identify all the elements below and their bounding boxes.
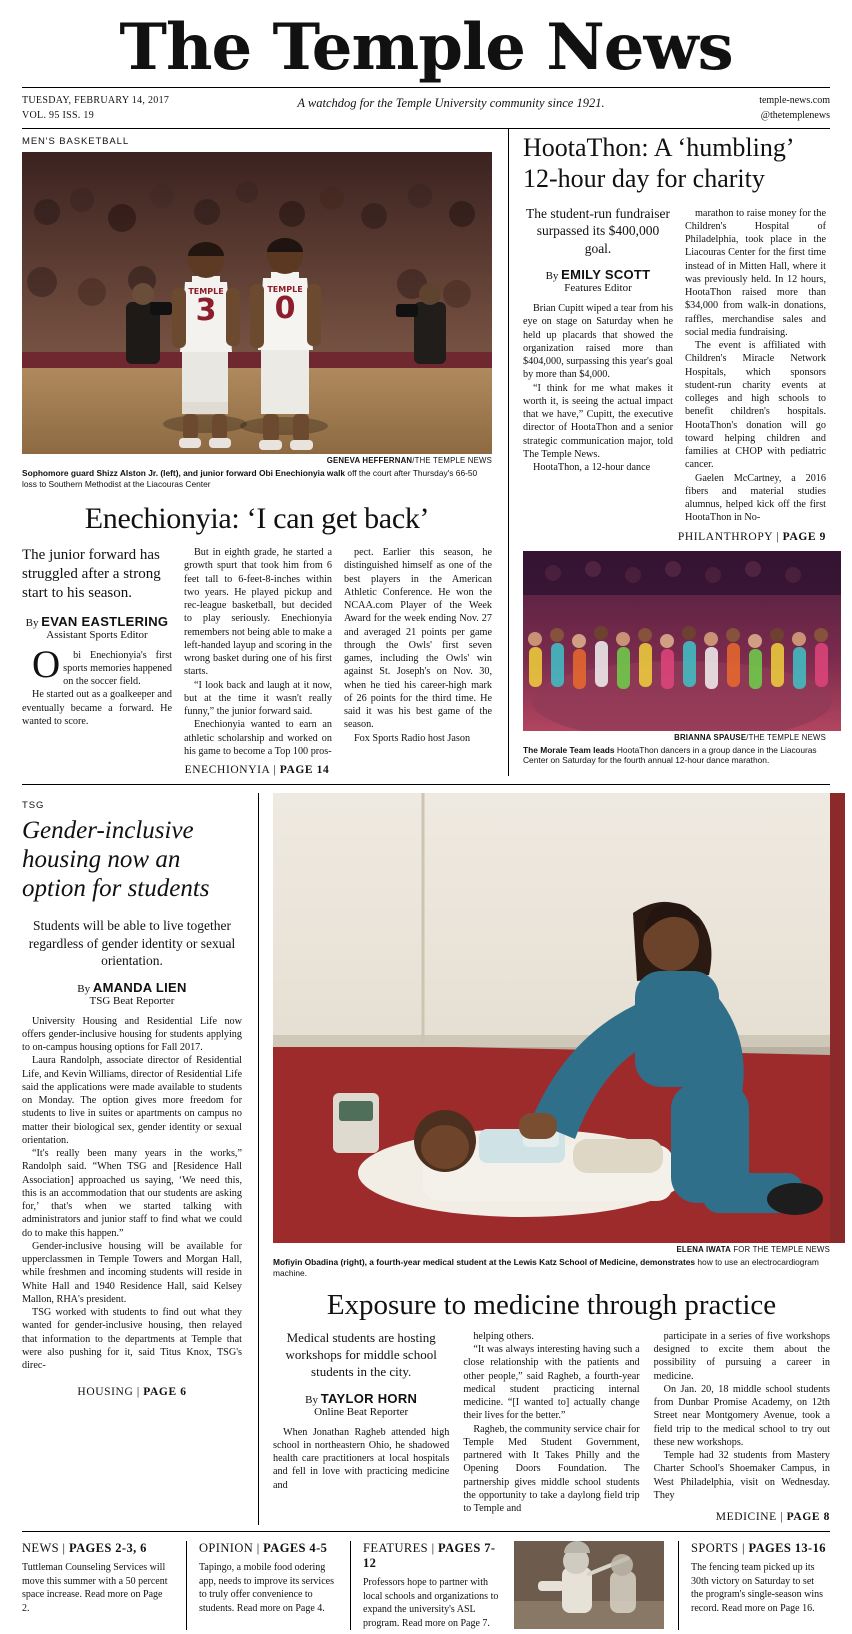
- masthead-date-block: [22, 94, 242, 123]
- hootathon-photo-image: [523, 551, 841, 731]
- basketball-jump-page: PAGE 14: [279, 764, 330, 777]
- basketball-deck: The junior forward has struggled after a strong start to his season.: [22, 547, 161, 602]
- medicine-jump-divider: |: [780, 1511, 787, 1524]
- hootathon-story: [508, 129, 826, 776]
- svg-text:0: 0: [274, 291, 296, 327]
- hootathon-column-2: [685, 205, 826, 525]
- index-opinion-text: Tapingo, a mobile food odering app, needs to improve its services to truly offer convenience to students. Read more on Page 4.: [199, 1562, 334, 1614]
- masthead: [22, 0, 830, 85]
- medicine-jumpline[interactable]: [654, 1502, 830, 1525]
- basketball-byline-name: EVAN EASTLERING: [41, 613, 169, 629]
- housing-p4: Gender-inclusive housing will be available for upperclassmen in Temple Towers and Morgan Hall, while freshmen and incoming students will reside in White Hall and 1940 Residence Hall, said Kelsey Mallon, RHA's president.: [22, 1240, 242, 1305]
- medicine-photo: [273, 793, 845, 1243]
- basketball-caption-rest: off the court after Thursday's 66-50 loss to Southern Methodist at the Liacouras Center: [22, 468, 478, 490]
- basketball-p2: He started out as a goalkeeper and eventually became a forward. He wanted to score.: [22, 689, 172, 727]
- masthead-tagline: A watchdog for the Temple University community since 1921.: [297, 96, 605, 111]
- housing-byline-name: AMANDA LIEN: [92, 979, 187, 995]
- basketball-credit-outlet: /THE TEMPLE NEWS: [412, 456, 492, 466]
- basketball-column-3: [344, 546, 492, 758]
- housing-jump-page: PAGE 6: [143, 1386, 187, 1399]
- masthead-web-block: [660, 94, 830, 123]
- housing-jump-divider: |: [136, 1386, 144, 1399]
- medicine-p5: participate in a series of five workshops designed to excite them about the possibility of pursuing a career in medicine.: [653, 1330, 830, 1382]
- housing-p1: University Housing and Residential Life now offers gender-inclusive housing for students applying to on-campus housing options for Fall 2017.: [22, 1015, 242, 1054]
- housing-p2: Laura Randolph, associate director of Residential Life, and Kevin Williams, director of Residential Life said the applications were made available to students on Monday. The option gives more freedom for students to live in suites or apartments on campus no matter their biological sex, gender identity or sexual orientation.: [22, 1055, 242, 1146]
- basketball-body-1: [22, 642, 172, 729]
- medicine-p4: Ragheb, the community service chair for Temple Med Student Government, partnered with It Takes Philly and the Opening Doors Foundation. The partnership gives middle school students the opportunity to take a daylong field trip to Temple and: [463, 1423, 640, 1515]
- basketball-byline-title: Assistant Sports Editor: [46, 628, 148, 641]
- basketball-column-1: [22, 546, 172, 758]
- hootathon-columns: [523, 205, 826, 525]
- housing-p5: TSG worked with students to find out what they wanted for gender-inclusive housing, then relayed that information to the departments at Temple that were also pushing for it, said Titus Knox, TSG's direc-: [22, 1307, 242, 1372]
- hootathon-jump-divider: |: [776, 530, 783, 543]
- basketball-columns: [22, 546, 492, 758]
- medicine-columns: [273, 1330, 830, 1525]
- basketball-photo-credit: [22, 454, 492, 465]
- basketball-jump-label: ENECHIONYIA: [184, 764, 270, 777]
- medicine-p3: “It was always interesting having such a close relationship with the patients and other people,” said Ragheb, a fourth-year medical student practicing internal medicine. “[I wanted to] actually change their lives for the better.”: [463, 1344, 640, 1422]
- basketball-jump-divider: |: [273, 764, 280, 777]
- medicine-caption-rest: how to use an electrocardiogram machine.: [273, 1257, 819, 1278]
- medicine-caption-bold: Mofiyin Obadina (right), a fourth-year medical student at the Lewis Katz School of Medicine, demonstrates: [273, 1257, 696, 1268]
- hootathon-jumpline[interactable]: [523, 525, 826, 543]
- masthead-info-bar: [22, 88, 830, 128]
- basketball-column-2: [184, 546, 332, 758]
- basketball-photo-caption: [22, 465, 492, 490]
- basketball-byline-by-text: By: [25, 616, 39, 629]
- index-news-pages: PAGES 2-3, 6: [68, 1541, 147, 1556]
- medicine-photo-credit: [273, 1243, 830, 1254]
- medicine-column-3: [654, 1330, 830, 1525]
- fencing-photo-image: [514, 1541, 664, 1629]
- hootathon-p1: Brian Cupitt wiped a tear from his eye on stage on Saturday when he held up placards that showed the organization raised more than $404,000, surpassing this year's goal by more than $4,000.: [523, 303, 673, 381]
- top-section: [22, 129, 830, 776]
- svg-text:TEMPLE: TEMPLE: [267, 285, 303, 295]
- basketball-photo-image: [22, 152, 492, 454]
- medicine-p7: Temple had 32 students from Mastery Charter School's Shoemaker Campus, in West Philadelphia, visit on Wednesday. They: [653, 1450, 830, 1501]
- hootathon-deck: The student-run fundraiser surpassed its $400,000 goal.: [526, 205, 670, 256]
- medicine-headline[interactable]: Exposure to medicine through practice: [326, 1288, 777, 1321]
- medicine-story: [258, 793, 830, 1525]
- medicine-byline-by-text: By: [305, 1393, 318, 1406]
- medicine-photo-caption: [273, 1254, 830, 1279]
- index-opinion-pages: PAGES 4-5: [263, 1541, 328, 1556]
- hootathon-jump-label: PHILANTHROPY: [677, 530, 773, 543]
- svg-text:TEMPLE: TEMPLE: [188, 287, 224, 297]
- hootathon-byline-name: EMILY SCOTT: [561, 267, 651, 283]
- housing-body: [22, 1015, 242, 1373]
- medicine-deck: Medical students are hosting workshops for middle school students in the city.: [285, 1329, 437, 1379]
- housing-byline-by-text: By: [77, 982, 91, 995]
- hootathon-credit-name: BRIANNA SPAUSE: [674, 732, 747, 742]
- housing-kicker: TSG: [22, 800, 45, 812]
- basketball-byline-by: [22, 614, 172, 629]
- basketball-p3: But in eighth grade, he started a growth spurt that took him from 6 feet tall to 6-feet-8-inches within two years. He played pickup and rec-league basketball, but decided to play seriously. Enechionyia remembers not being able to make a left-handed layup and scoring in the wrong basket during one of his first starts.: [184, 547, 332, 678]
- basketball-jumpline[interactable]: [22, 758, 492, 776]
- index-features-pages: PAGES 7-12: [363, 1541, 496, 1571]
- index-sports-heading: SPORTS | PAGES 13-16: [691, 1541, 826, 1556]
- housing-headline[interactable]: Gender-inclusive housing now an option for students: [22, 817, 210, 903]
- hootathon-body-1: [523, 302, 673, 474]
- basketball-p4: “I look back and laugh at it now, but at the time it wasn't really funny,” the junior forward said.: [184, 679, 332, 718]
- middle-section: [22, 785, 830, 1525]
- index-item-news[interactable]: [22, 1541, 172, 1630]
- basketball-kicker: MEN'S BASKETBALL: [22, 136, 130, 148]
- index-fencing-photo: [514, 1541, 664, 1629]
- hootathon-byline: [523, 267, 673, 294]
- medicine-photo-image: [273, 793, 830, 1243]
- medicine-jump-page: PAGE 8: [786, 1511, 830, 1524]
- basketball-credit-name: GENEVA HEFFERNAN: [326, 456, 413, 466]
- hootathon-headline[interactable]: HootaThon: A ‘humbling’ 12-hour day for charity: [523, 133, 793, 193]
- basketball-story: [22, 129, 492, 776]
- housing-byline-by: [22, 980, 242, 995]
- basketball-p7: Fox Sports Radio host Jason: [354, 732, 471, 744]
- index-item-opinion[interactable]: [186, 1541, 336, 1630]
- housing-jump-label: HOUSING: [77, 1386, 134, 1399]
- hootathon-byline-by-text: By: [545, 270, 559, 283]
- medicine-p6: On Jan. 20, 18 middle school students from Dunbar Promise Academy, on 12th Street near Montgomery Avenue, took a field trip to the medical school to try out these new workshops.: [653, 1383, 830, 1448]
- basketball-p6: pect. Earlier this season, he distinguished himself as one of the best players in the American Athletic Conference. He won the NCAA.com Player of the Week Award for the week ending Nov. 27 and averaged 21 points per game through the Owls' first seven games, including the Owls' win against St. Joseph's on Nov. 30, when he tied his career-high mark of 26 points for the third time. He said it was his best game of the season.: [344, 547, 492, 731]
- hootathon-p3: HootaThon, a 12-hour dance: [533, 462, 651, 474]
- basketball-p1: Obi Enechionyia's first sports memories happened on the soccer field.: [32, 642, 172, 688]
- basketball-caption-bold: Sophomore guard Shizz Alston Jr. (left), and junior forward Obi Enechionyia walk: [22, 468, 346, 479]
- masthead-website[interactable]: temple-news.com: [759, 95, 830, 107]
- hootathon-p2: “I think for me what makes it worth it, is seeing the actual impact that we have,” Cupitt, the executive director of HootaThon and a senior strategic communication major, told The Temple News.: [523, 382, 673, 460]
- hootathon-column-1: [523, 205, 673, 525]
- index-sports-pages: PAGES 13-16: [748, 1541, 826, 1556]
- index-opinion-section: OPINION: [199, 1541, 254, 1556]
- hootathon-jump-page: PAGE 9: [782, 530, 826, 543]
- hootathon-p6: Gaelen McCartney, a 2016 fibers and material studies alumnus, helped kick off the first HootaThon in No-: [685, 472, 826, 524]
- basketball-headline[interactable]: Enechionyia: ‘I can get back’: [84, 502, 430, 536]
- medicine-p1: When Jonathan Ragheb attended high school in northeastern Ohio, he shadowed health care practitioners at local hospitals and fell in love with practicing medicine and: [273, 1426, 450, 1491]
- hootathon-p4: marathon to raise money for the Children's Hospital of Philadelphia, took place in the Liacouras Center for the first time instead of in Mitten Hall, where it was previously held. In 12 hours, HootaThon raised more than $34,000 from walk-in donations, raffles, merchandise sales and social media fundraising.: [685, 207, 826, 338]
- masthead-volume: VOL. 95 ISS. 19: [22, 109, 95, 121]
- hootathon-credit-outlet: /THE TEMPLE NEWS: [746, 732, 826, 742]
- hootathon-p5: The event is affiliated with Children's Miracle Network Hospitals, which sponsors student-run charity events at colleges and high schools to benefit children's hospitals. HootaThon's donation will go toward helping children and families at CHOP with pediatric cancer.: [685, 340, 826, 471]
- index-opinion-heading: OPINION | PAGES 4-5: [199, 1541, 328, 1556]
- housing-jumpline[interactable]: [22, 1372, 242, 1398]
- section-index: [22, 1532, 830, 1630]
- housing-story: [22, 793, 242, 1525]
- index-news-heading: NEWS | PAGES 2-3, 6: [22, 1541, 147, 1556]
- housing-p3: “It's really been many years in the works,” Randolph said. “When TSG and [Residence Hall Association] approached us saying, ‘We need this, this is an accommodation that our students are asking for,’ that's when we started talking with administrators and junior staff to find what we could do to make this happen.”: [22, 1148, 242, 1239]
- index-features-heading: FEATURES | PAGES 7-12: [363, 1541, 496, 1571]
- medicine-column-2: [463, 1330, 639, 1525]
- medicine-body-1: [273, 1426, 449, 1492]
- medicine-byline: [273, 1391, 449, 1418]
- medicine-byline-name: TAYLOR HORN: [320, 1390, 418, 1406]
- svg-text:3: 3: [195, 293, 217, 329]
- housing-byline-title: TSG Beat Reporter: [89, 994, 175, 1007]
- index-features-text: Professors hope to partner with local schools and organizations to expand the university's ASL program. Read more on Page 7.: [363, 1577, 499, 1629]
- housing-deck: Students will be able to live together regardless of gender identity or sexual orientation.: [28, 918, 236, 969]
- index-sports-text: The fencing team picked up its 30th victory on Saturday to set the program's single-season wins record. Read more on Page 16.: [691, 1562, 824, 1614]
- medicine-byline-title: Online Beat Reporter: [314, 1405, 409, 1418]
- hootathon-byline-by: [523, 267, 673, 282]
- basketball-p5: Enechionyia wanted to earn an athletic scholarship and worked on his game to become a Top 100 pros-: [184, 719, 332, 757]
- medicine-column-1: [273, 1330, 449, 1525]
- index-item-sports[interactable]: [678, 1541, 828, 1630]
- medicine-credit-outlet: FOR THE TEMPLE NEWS: [730, 1245, 830, 1255]
- index-news-text: Tuttleman Counseling Services will move this summer with a 50 percent space increase. Read more on Page 2.: [22, 1562, 168, 1614]
- hootathon-caption-rest: HootaThon dancers in a group dance in the Liacouras Center on Saturday for the fourth annual 12-hour dance marathon.: [523, 744, 817, 766]
- hootathon-photo-caption: [523, 742, 826, 767]
- index-news-section: NEWS: [22, 1541, 60, 1556]
- medicine-jump-label: MEDICINE: [715, 1511, 777, 1524]
- hootathon-byline-title: Features Editor: [564, 282, 632, 295]
- medicine-p2: helping others.: [473, 1330, 534, 1342]
- masthead-social-handle[interactable]: @thetemplenews: [760, 109, 830, 121]
- hootathon-photo-credit: [523, 731, 826, 742]
- housing-byline: [22, 980, 242, 1007]
- index-sports-section: SPORTS: [691, 1541, 739, 1556]
- index-item-features[interactable]: [350, 1541, 500, 1630]
- basketball-photo: [22, 152, 492, 454]
- hootathon-caption-bold: The Morale Team leads: [523, 744, 615, 755]
- medicine-credit-name: ELENA IWATA: [676, 1245, 731, 1255]
- hootathon-photo: [523, 551, 841, 731]
- masthead-date: TUESDAY, FEBRUARY 14, 2017: [22, 95, 170, 107]
- index-features-section: FEATURES: [363, 1541, 429, 1556]
- medicine-byline-by: [273, 1391, 449, 1406]
- basketball-byline: [22, 614, 172, 641]
- masthead-title: The Temple News: [119, 10, 733, 85]
